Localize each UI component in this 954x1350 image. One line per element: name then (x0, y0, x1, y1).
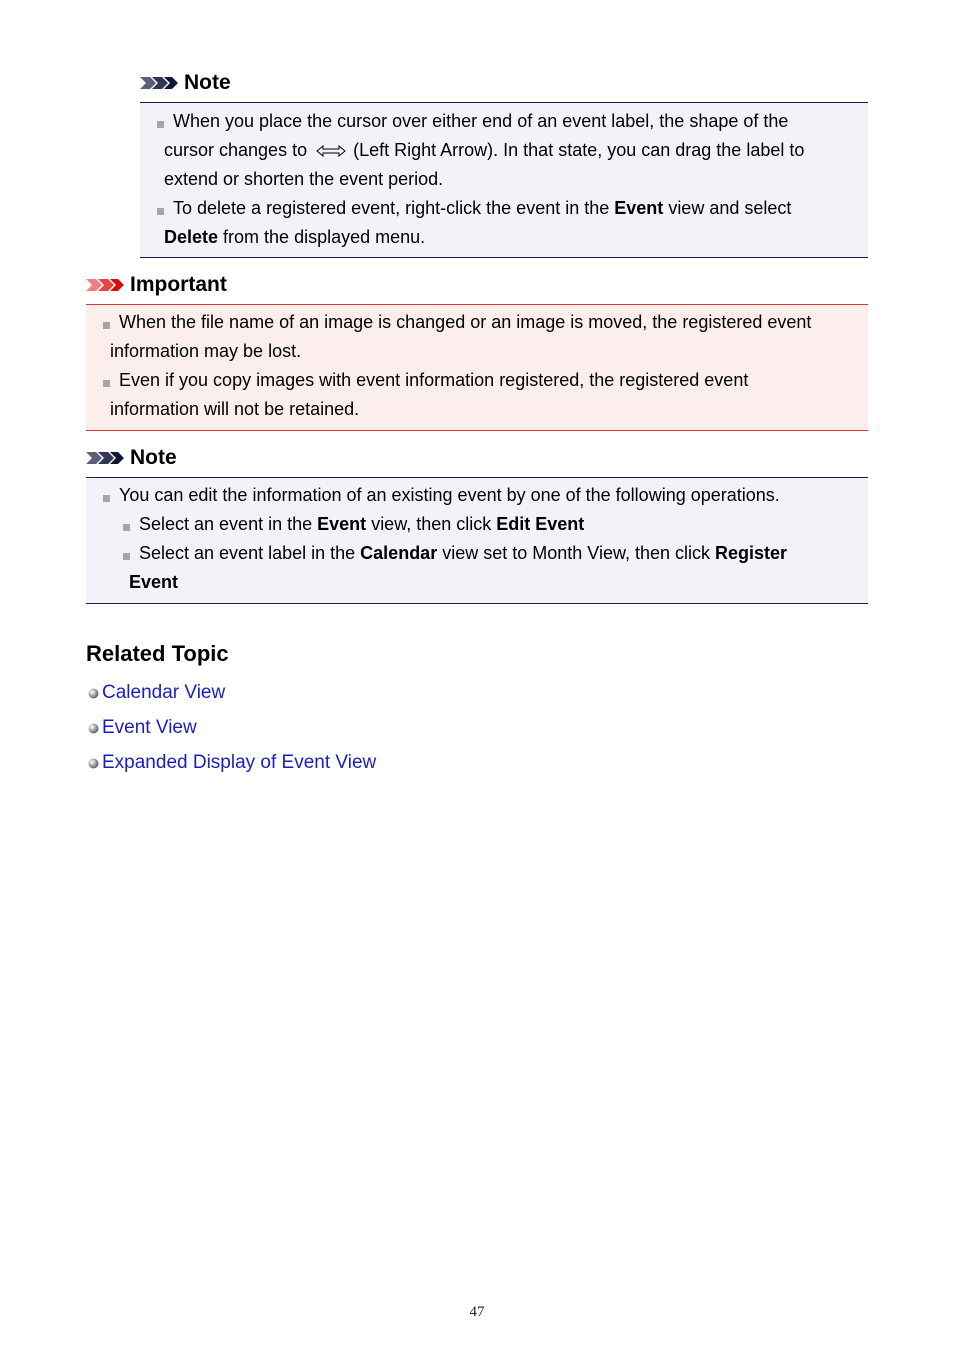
related-link-row[interactable] (88, 716, 197, 740)
note-box-1 (140, 102, 868, 258)
sphere-bullet-icon (88, 758, 99, 769)
note-heading-text: Note (130, 446, 177, 469)
square-bullet-icon (103, 322, 110, 329)
related-link-row[interactable] (88, 681, 225, 705)
note1-item1-line1: When you place the cursor over either end of an event label, the shape of the (157, 107, 788, 136)
note-heading-text: Note (184, 71, 231, 94)
note-heading-1 (140, 70, 868, 96)
important-item2-line1: Even if you copy images with event information registered, the registered event (103, 366, 748, 395)
link-expanded-display-event-view[interactable]: Expanded Display of Event View (102, 752, 377, 773)
important-chevrons-icon (86, 277, 126, 293)
important-item1-line1: When the file name of an image is changed or an image is moved, the registered event (103, 308, 811, 337)
square-bullet-icon (157, 121, 164, 128)
page-number: 47 (469, 1304, 485, 1320)
note-chevrons-icon (86, 450, 126, 466)
note1-item2-line1: To delete a registered event, right-click the event in the Event view and select (157, 194, 791, 223)
square-bullet-icon (123, 553, 130, 560)
note2-item1: You can edit the information of an existing event by one of the following operations. (103, 481, 780, 510)
note2-sub2-line2: Event (129, 572, 179, 592)
sphere-bullet-icon (88, 688, 99, 699)
important-item1-line2: information may be lost. (110, 341, 302, 361)
important-box (86, 304, 868, 431)
note-chevrons-icon (140, 75, 180, 91)
square-bullet-icon (103, 380, 110, 387)
left-right-arrow-icon (316, 145, 346, 157)
note1-item1-line3: extend or shorten the event period. (164, 169, 444, 189)
link-event-view[interactable]: Event View (102, 717, 197, 738)
note1-item1-line2: cursor changes to (Left Right Arrow). In that state, you can drag the label to (164, 140, 805, 160)
note-block-2 (86, 445, 868, 592)
important-heading-text: Important (130, 273, 227, 296)
related-topic-title: Related Topic (86, 641, 229, 666)
note-box-2 (86, 477, 868, 604)
square-bullet-icon (103, 495, 110, 502)
note2-sub1: Select an event in the Event view, then click Edit Event (123, 510, 584, 539)
note-block-1 (140, 70, 868, 247)
note1-item2-line2: Delete from the displayed menu. (164, 227, 426, 247)
related-link-row[interactable] (88, 751, 376, 775)
important-item2-line2: information will not be retained. (110, 399, 360, 419)
important-heading (86, 272, 868, 298)
link-calendar-view[interactable]: Calendar View (102, 682, 226, 703)
square-bullet-icon (123, 524, 130, 531)
important-block (86, 272, 868, 419)
sphere-bullet-icon (88, 723, 99, 734)
note-heading-2 (86, 445, 868, 471)
note2-sub2-line1: Select an event label in the Calendar view set to Month View, then click Register (123, 539, 787, 568)
square-bullet-icon (157, 208, 164, 215)
